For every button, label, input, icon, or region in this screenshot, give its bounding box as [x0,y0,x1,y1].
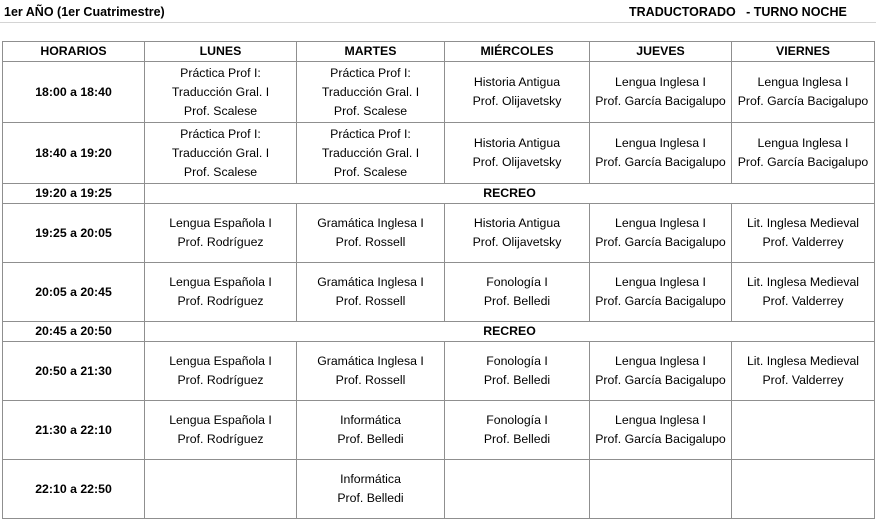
subject-name: Gramática Inglesa I [317,216,424,230]
subject-name: Lengua Inglesa I [615,275,706,289]
teacher-name: Prof. García Bacigalupo [595,373,726,387]
subject-name: Lit. Inglesa Medieval [746,275,860,289]
column-header-miercoles[interactable]: MIÉRCOLES [445,42,590,62]
teacher-name: Prof. Rodríguez [177,235,264,249]
time-slot-cell[interactable]: 20:50 a 21:30 [3,342,145,401]
class-cell-jueves[interactable] [590,62,732,123]
class-cell-miercoles[interactable] [445,263,590,322]
teacher-name: Prof. Rodríguez [177,432,264,446]
table-row [3,460,875,519]
subject-name: Traducción Gral. I [321,84,420,99]
subject-name: Práctica Prof I: [330,65,411,80]
class-cell-lunes[interactable] [145,342,297,401]
class-cell-jueves[interactable] [590,123,732,184]
teacher-name: Prof. Belledi [483,373,551,387]
time-slot-cell[interactable]: 18:00 a 18:40 [3,62,145,123]
class-cell-viernes[interactable] [732,123,875,184]
teacher-name: Prof. Scalese [183,103,258,118]
teacher-name: Prof. Belledi [337,432,404,446]
subject-name: Lengua Española I [169,354,272,368]
subject-name: Traducción Gral. I [171,84,270,99]
class-cell-viernes[interactable] [732,62,875,123]
teacher-name: Prof. Olijavetsky [472,155,562,169]
subject-name: Lengua Inglesa I [615,216,706,230]
subject-name: Gramática Inglesa I [317,275,424,289]
subject-name: Lengua Española I [169,413,272,427]
class-cell-jueves[interactable] [590,342,732,401]
class-cell-jueves[interactable] [590,263,732,322]
teacher-name: Prof. García Bacigalupo [595,294,726,308]
class-cell-martes[interactable] [297,123,445,184]
subject-name: Lit. Inglesa Medieval [746,354,860,368]
subject-name: Lit. Inglesa Medieval [746,216,860,230]
break-cell[interactable]: RECREO [145,184,875,204]
subject-name: Lengua Inglesa I [757,136,849,150]
time-slot-cell[interactable]: 20:05 a 20:45 [3,263,145,322]
teacher-name: Prof. Valderrey [762,294,844,308]
time-slot-cell[interactable]: 19:20 a 19:25 [3,184,145,204]
class-cell-viernes[interactable] [732,460,875,519]
subject-name: Informática [340,472,401,486]
class-cell-viernes[interactable] [732,342,875,401]
teacher-name: Prof. García Bacigalupo [595,235,726,249]
class-cell-jueves[interactable] [590,460,732,519]
break-cell[interactable]: RECREO [145,322,875,342]
teacher-name: Prof. García Bacigalupo [595,94,726,108]
subject-name: Historia Antigua [473,136,561,150]
teacher-name: Prof. García Bacigalupo [737,94,869,108]
table-row [3,123,875,184]
table-row [3,204,875,263]
class-cell-martes[interactable] [297,460,445,519]
teacher-name: Prof. García Bacigalupo [595,155,726,169]
class-cell-miercoles[interactable] [445,123,590,184]
teacher-name: Prof. Belledi [337,491,404,505]
subject-name: Práctica Prof I: [180,65,261,80]
schedule-body [3,62,875,519]
column-header-lunes[interactable]: LUNES [145,42,297,62]
column-header-jueves[interactable]: JUEVES [590,42,732,62]
table-row [3,263,875,322]
teacher-name: Prof. Scalese [333,164,408,179]
teacher-name: Prof. Valderrey [762,235,844,249]
teacher-name: Prof. Belledi [483,432,551,446]
teacher-name: Prof. García Bacigalupo [737,155,869,169]
time-slot-cell[interactable]: 22:10 a 22:50 [3,460,145,519]
class-cell-martes[interactable] [297,62,445,123]
table-row [3,401,875,460]
subject-name: Lengua Inglesa I [615,136,706,150]
class-cell-miercoles[interactable] [445,204,590,263]
subject-name: Lengua Inglesa I [615,75,706,89]
class-cell-lunes[interactable] [145,263,297,322]
subject-name: Lengua Española I [169,275,272,289]
subject-name: Fonología I [486,275,548,289]
class-cell-lunes[interactable] [145,460,297,519]
subject-name: Fonología I [486,354,548,368]
teacher-name: Prof. Scalese [183,164,258,179]
teacher-name: Prof. Scalese [333,103,408,118]
subject-name: Fonología I [486,413,548,427]
subject-name: Gramática Inglesa I [317,354,424,368]
teacher-name: Prof. Rossell [335,235,406,249]
subject-name: Historia Antigua [473,216,561,230]
grid-line [0,22,876,23]
subject-name: Historia Antigua [473,75,561,89]
teacher-name: Prof. García Bacigalupo [595,432,726,446]
header-row [3,42,875,62]
subject-name: Traducción Gral. I [321,145,420,160]
table-row [3,62,875,123]
class-cell-viernes[interactable] [732,204,875,263]
teacher-name: Prof. Olijavetsky [472,94,562,108]
teacher-name: Prof. Olijavetsky [472,235,562,249]
class-cell-martes[interactable] [297,263,445,322]
teacher-name: Prof. Rodríguez [177,373,264,387]
subject-name: Práctica Prof I: [330,126,411,141]
teacher-name: Prof. Belledi [483,294,551,308]
break-row [3,322,875,342]
class-cell-viernes[interactable] [732,401,875,460]
table-row [3,342,875,401]
class-cell-lunes[interactable] [145,204,297,263]
teacher-name: Prof. Rossell [335,294,406,308]
subject-name: Traducción Gral. I [171,145,270,160]
column-header-martes[interactable]: MARTES [297,42,445,62]
column-header-viernes[interactable]: VIERNES [732,42,875,62]
class-cell-lunes[interactable] [145,62,297,123]
subject-name: Práctica Prof I: [180,126,261,141]
class-cell-jueves[interactable] [590,401,732,460]
class-cell-jueves[interactable] [590,204,732,263]
time-slot-cell[interactable]: 20:45 a 20:50 [3,322,145,342]
column-header-horarios[interactable]: HORARIOS [3,42,145,62]
class-cell-miercoles[interactable] [445,342,590,401]
subject-name: Lengua Española I [169,216,272,230]
time-slot-cell[interactable]: 19:25 a 20:05 [3,204,145,263]
schedule-table [2,41,875,519]
time-slot-cell[interactable]: 21:30 a 22:10 [3,401,145,460]
schedule-title[interactable]: 1er AÑO (1er Cuatrimestre) [4,5,165,19]
break-row [3,184,875,204]
class-cell-miercoles[interactable] [445,62,590,123]
class-cell-viernes[interactable] [732,263,875,322]
class-cell-miercoles[interactable] [445,401,590,460]
teacher-name: Prof. Rodríguez [177,294,264,308]
program-title[interactable]: TRADUCTORADO - TURNO NOCHE [629,5,847,19]
time-slot-cell[interactable]: 18:40 a 19:20 [3,123,145,184]
class-cell-martes[interactable] [297,401,445,460]
class-cell-lunes[interactable] [145,401,297,460]
class-cell-lunes[interactable] [145,123,297,184]
class-cell-martes[interactable] [297,342,445,401]
teacher-name: Prof. Rossell [335,373,406,387]
subject-name: Lengua Inglesa I [615,413,706,427]
teacher-name: Prof. Valderrey [762,373,844,387]
subject-name: Informática [340,413,401,427]
subject-name: Lengua Inglesa I [757,75,849,89]
class-cell-miercoles[interactable] [445,460,590,519]
subject-name: Lengua Inglesa I [615,354,706,368]
class-cell-martes[interactable] [297,204,445,263]
